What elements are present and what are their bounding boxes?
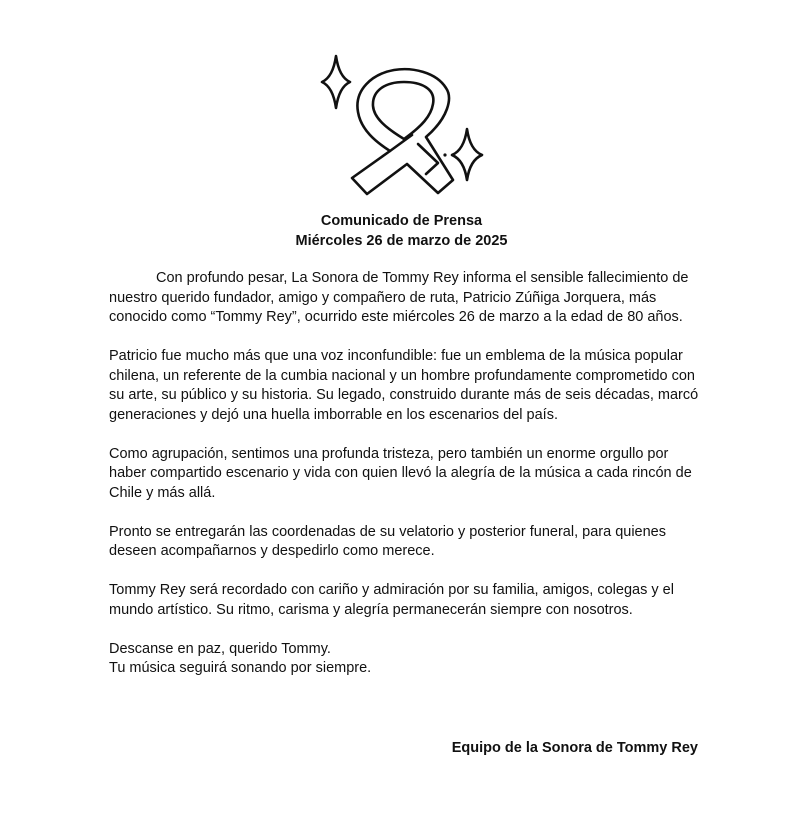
sparkle-left-icon [322, 56, 350, 108]
ribbon-inner-outline [373, 82, 433, 139]
paragraph-group-feelings: Como agrupación, sentimos una profunda tristeza, pero también un enorme orgullo por haber compartido escenario y vida con quien llevó la alegría de la música a cada rincón de Chile y más allá. [109, 445, 692, 501]
closing-line-1: Descanse en paz, querido Tommy. [109, 640, 331, 657]
header-title: Comunicado de Prensa [320, 213, 483, 229]
sparkle-right-icon [452, 129, 482, 180]
header-date: Miércoles 26 de marzo de 2025 [295, 232, 508, 249]
press-release-body [109, 269, 699, 679]
closing-lines [109, 640, 699, 679]
ribbon-outer-outline [352, 69, 453, 194]
mourning-ribbon-icon [316, 52, 488, 202]
paragraph-legacy: Patricio fue mucho más que una voz inconfundible: fue un emblema de la música popular chilena, un referente de la cumbia nacional y un hombre profundamente comprometido con su arte, su público y su historia. Su legado, construido durante más de seis décadas, marcó generaciones y dejó una huella imborrable en los escenarios del país. [109, 348, 699, 423]
paragraph-funeral-info: Pronto se entregarán las coordenadas de su velatorio y posterior funeral, para quienes deseen acompañarnos y despedirlo como merece. [109, 523, 666, 559]
paragraph-announcement: Con profundo pesar, La Sonora de Tommy Rey informa el sensible fallecimiento de nuestro querido fundador, amigo y compañero de ruta, Patricio Zúñiga Jorquera, más conocido como “Tommy Rey”, ocurrido este miércoles 26 de marzo a la edad de 80 años. [109, 270, 689, 325]
paragraph-remembrance: Tommy Rey será recordado con cariño y admiración por su familia, amigos, colegas y el mundo artístico. Su ritmo, carisma y alegría permanecerán siempre con nosotros. [109, 582, 674, 618]
ribbon-dot [443, 153, 446, 156]
signature: Equipo de la Sonora de Tommy Rey [451, 740, 698, 756]
closing-line-2: Tu música seguirá sonando por siempre. [109, 660, 372, 676]
press-release-header [0, 212, 803, 251]
